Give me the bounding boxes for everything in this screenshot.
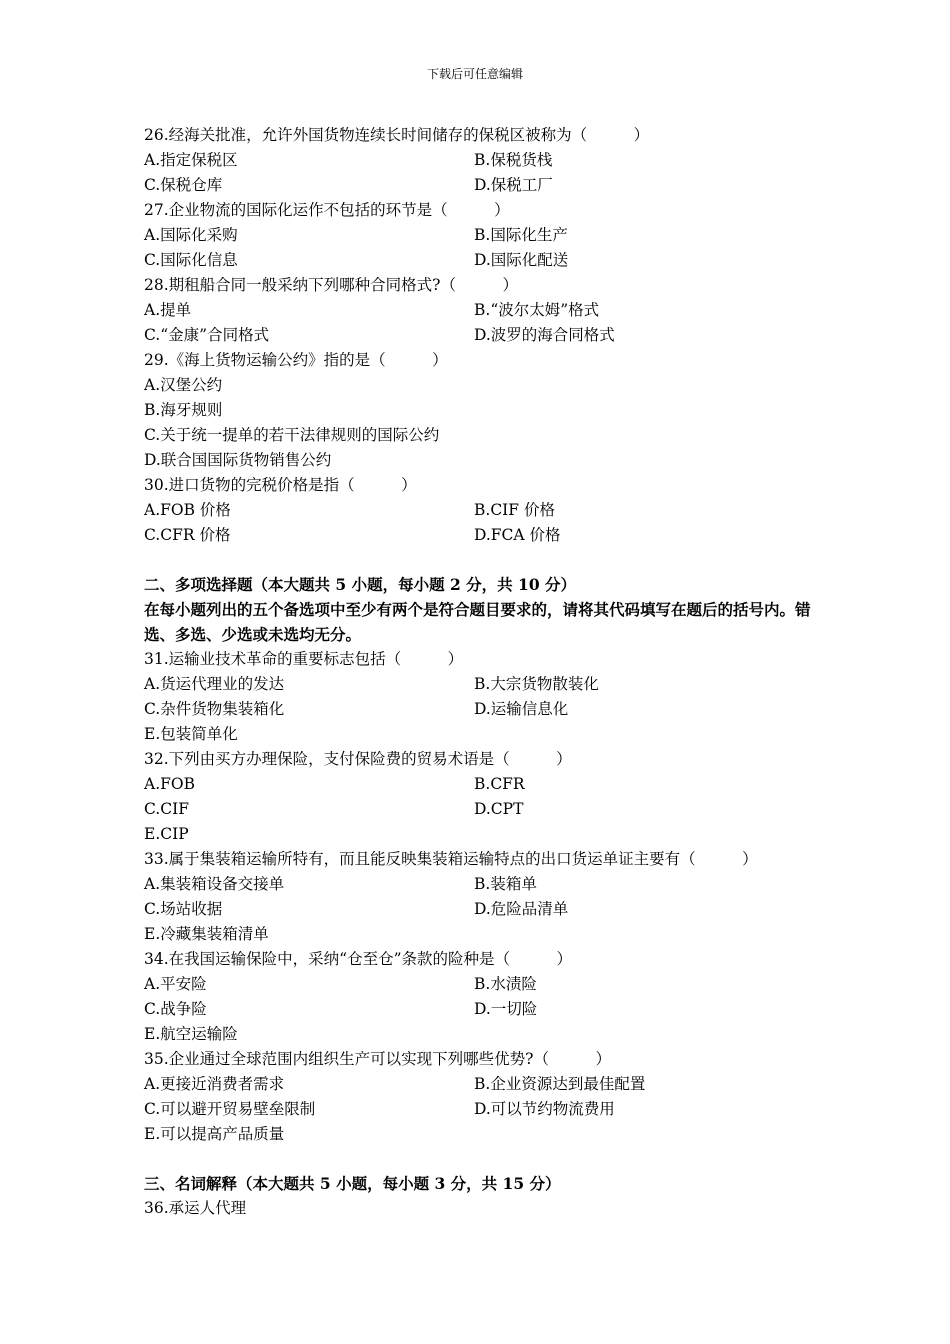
option-b: B.海牙规则	[144, 401, 223, 419]
question-28	[144, 273, 824, 348]
exam-content	[144, 123, 824, 1221]
question-stem: 32.下列由买方办理保险，支付保险费的贸易术语是（ ）	[144, 750, 572, 768]
option-b: B.水渍险	[474, 975, 537, 993]
option-b: B.国际化生产	[474, 226, 568, 244]
option-c: C.保税仓库	[144, 176, 223, 194]
question-stem: 31.运输业技术革命的重要标志包括（ ）	[144, 650, 464, 668]
option-a: A.指定保税区	[144, 151, 238, 169]
option-d: D.波罗的海合同格式	[474, 326, 615, 344]
option-row	[144, 148, 824, 173]
option-a: A.提单	[144, 301, 192, 319]
question-27	[144, 198, 824, 273]
option-row	[144, 997, 824, 1022]
question-stem: 26.经海关批准，允许外国货物连续长时间储存的保税区被称为（ ）	[144, 126, 650, 144]
question-35	[144, 1047, 824, 1147]
option-row	[144, 897, 824, 922]
option-row	[144, 772, 824, 797]
option-c: C.CIF	[144, 800, 189, 818]
option-c: C.杂件货物集装箱化	[144, 700, 285, 718]
section-spacer	[144, 1147, 824, 1171]
option-d: D.国际化配送	[474, 251, 569, 269]
term-item-36: 36.承运人代理	[144, 1199, 247, 1217]
option-d: D.CPT	[474, 800, 524, 818]
option-e: E.CIP	[144, 825, 189, 843]
option-d: D.运输信息化	[474, 700, 569, 718]
question-34	[144, 947, 824, 1047]
option-d: D.可以节约物流费用	[474, 1100, 615, 1118]
option-b: B.CFR	[474, 775, 525, 793]
option-e: E.冷藏集装箱清单	[144, 925, 269, 943]
question-stem: 34.在我国运输保险中，采纳“仓至仓”条款的险种是（ ）	[144, 950, 573, 968]
question-stem: 27.企业物流的国际化运作不包括的环节是（ ）	[144, 201, 510, 219]
option-c: C.场站收据	[144, 900, 223, 918]
option-e: E.可以提高产品质量	[144, 1125, 285, 1143]
option-row	[144, 323, 824, 348]
question-stem: 28.期租船合同一般采纳下列哪种合同格式?（ ）	[144, 276, 518, 294]
question-stem: 33.属于集装箱运输所特有，而且能反映集装箱运输特点的出口货运单证主要有（ ）	[144, 850, 758, 868]
option-row	[144, 223, 824, 248]
question-stem: 30.进口货物的完税价格是指（ ）	[144, 476, 417, 494]
option-row	[144, 697, 824, 722]
section-title-multiple-choice: 二、多项选择题（本大题共 5 小题，每小题 2 分，共 10 分）	[144, 575, 577, 594]
option-d: D.危险品清单	[474, 900, 569, 918]
option-a: A.更接近消费者需求	[144, 1075, 285, 1093]
question-33	[144, 847, 824, 947]
option-row	[144, 173, 824, 198]
option-row	[144, 672, 824, 697]
option-b: B.大宗货物散装化	[474, 675, 599, 693]
question-30	[144, 473, 824, 548]
option-c: C.可以避开贸易壁垒限制	[144, 1100, 316, 1118]
option-row	[144, 298, 824, 323]
option-a: A.集装箱设备交接单	[144, 875, 285, 893]
option-c: C.“金康”合同格式	[144, 326, 270, 344]
option-row	[144, 972, 824, 997]
option-c: C.国际化信息	[144, 251, 238, 269]
option-a: A.平安险	[144, 975, 207, 993]
option-a: A.FOB 价格	[144, 501, 231, 519]
question-29	[144, 348, 824, 473]
option-a: A.货运代理业的发达	[144, 675, 285, 693]
option-c: C.关于统一提单的若干法律规则的国际公约	[144, 426, 440, 444]
question-31	[144, 647, 824, 747]
section-instruction: 在每小题列出的五个备选项中至少有两个是符合题目要求的，请将其代码填写在题后的括号内。错选、多选、少选或未选均无分。	[144, 600, 811, 644]
question-stem: 35.企业通过全球范围内组织生产可以实现下列哪些优势?（ ）	[144, 1050, 611, 1068]
option-a: A.FOB	[144, 775, 195, 793]
option-b: B.“波尔太姆”格式	[474, 301, 600, 319]
option-row	[144, 523, 824, 548]
option-a: A.国际化采购	[144, 226, 238, 244]
section-spacer	[144, 548, 824, 572]
option-e: E.包装简单化	[144, 725, 238, 743]
option-row	[144, 1097, 824, 1122]
option-e: E.航空运输险	[144, 1025, 238, 1043]
page-header-note: 下载后可任意编辑	[426, 67, 523, 81]
option-row	[144, 498, 824, 523]
option-row	[144, 872, 824, 897]
option-c: C.CFR 价格	[144, 526, 231, 544]
option-row	[144, 1072, 824, 1097]
question-stem: 29.《海上货物运输公约》指的是（ ）	[144, 351, 448, 369]
option-row	[144, 248, 824, 273]
question-26	[144, 123, 824, 198]
option-b: B.装箱单	[474, 875, 537, 893]
option-d: D.一切险	[474, 1000, 538, 1018]
option-b: B.企业资源达到最佳配置	[474, 1075, 646, 1093]
question-32	[144, 747, 824, 847]
option-row	[144, 797, 824, 822]
option-b: B.CIF 价格	[474, 501, 555, 519]
option-d: D.保税工厂	[474, 176, 553, 194]
option-a: A.汉堡公约	[144, 376, 223, 394]
section-title-term-explanation: 三、名词解释（本大题共 5 小题，每小题 3 分，共 15 分）	[144, 1174, 561, 1193]
option-d: D.联合国国际货物销售公约	[144, 451, 332, 469]
option-b: B.保税货栈	[474, 151, 553, 169]
option-c: C.战争险	[144, 1000, 207, 1018]
option-d: D.FCA 价格	[474, 526, 561, 544]
